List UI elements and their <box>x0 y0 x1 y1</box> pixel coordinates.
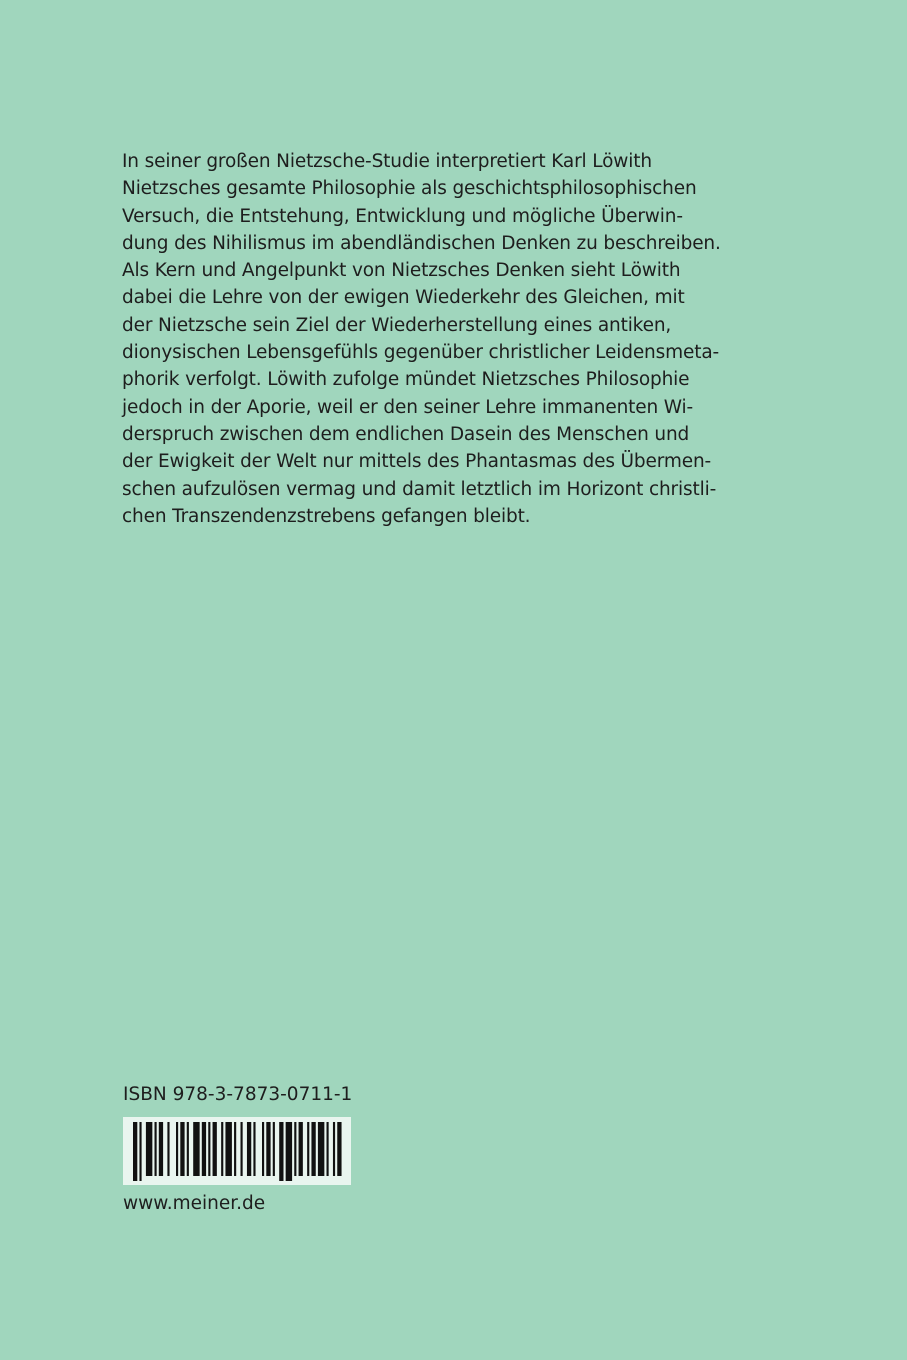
barcode-bar <box>337 1122 341 1176</box>
barcode-bar <box>279 1122 283 1181</box>
barcode-bar <box>167 1122 169 1176</box>
barcode-bar <box>133 1122 137 1181</box>
blurb-line: Versuch, die Entstehung, Entwicklung und mögliche Überwin- <box>122 205 683 227</box>
barcode-bar <box>187 1122 189 1176</box>
barcode-bar <box>225 1122 231 1176</box>
barcode-bar <box>273 1122 275 1176</box>
blurb-line: In seiner großen Nietzsche-Studie interpretiert Karl Löwith <box>122 151 652 172</box>
barcode-bar <box>146 1122 152 1176</box>
barcode-bar <box>247 1122 251 1176</box>
barcode-bar <box>241 1122 243 1176</box>
blurb-line: der Nietzsche sein Ziel der Wiederherstellung eines antiken, <box>122 314 672 336</box>
barcode-bar <box>327 1122 329 1176</box>
barcode-bar <box>176 1122 178 1176</box>
barcode-bar <box>234 1122 236 1176</box>
barcode-bar <box>180 1122 184 1176</box>
back-cover-blurb <box>122 148 742 530</box>
barcode-bar <box>318 1122 324 1176</box>
barcode-bar <box>193 1122 199 1176</box>
isbn-label: ISBN 978-3-7873-0711-1 <box>123 1084 353 1105</box>
barcode <box>123 1117 351 1185</box>
barcode-bar <box>266 1122 270 1176</box>
publisher-website: www.meiner.de <box>123 1193 266 1214</box>
barcode-bar <box>202 1122 206 1176</box>
blurb-line: Als Kern und Angelpunkt von Nietzsches Denken sieht Löwith <box>122 260 681 282</box>
blurb-line: Nietzsches gesamte Philosophie als geschichtsphilosophischen <box>122 178 697 200</box>
barcode-bar <box>294 1122 296 1176</box>
blurb-line: jedoch in der Aporie, weil er den seiner Lehre immanenten Wi- <box>122 396 694 418</box>
barcode-bar <box>286 1122 292 1181</box>
blurb-line: phorik verfolgt. Löwith zufolge mündet Nietzsches Philosophie <box>122 369 690 391</box>
barcode-bar <box>333 1122 335 1176</box>
barcode-graphic <box>123 1117 351 1185</box>
blurb-line: chen Transzendenzstrebens gefangen bleibt. <box>122 505 531 527</box>
barcode-bar <box>299 1122 303 1176</box>
blurb-line: dionysischen Lebensgefühls gegenüber christlicher Leidensmeta- <box>122 342 720 364</box>
blurb-line: dabei die Lehre von der ewigen Wiederkehr des Gleichen, mit <box>122 287 685 309</box>
barcode-bar <box>311 1122 315 1176</box>
blurb-line: dung des Nihilismus im abendländischen Denken zu beschreiben. <box>122 232 721 254</box>
barcode-bar <box>139 1122 141 1181</box>
blurb-line: der Ewigkeit der Welt nur mittels des Phantasmas des Übermen- <box>122 451 712 473</box>
barcode-bar <box>221 1122 223 1176</box>
barcode-bar <box>307 1122 309 1176</box>
barcode-bar <box>262 1122 264 1176</box>
barcode-bar <box>208 1122 210 1176</box>
blurb-line: schen aufzulösen vermag und damit letztlich im Horizont christli- <box>122 478 717 500</box>
blurb-line: derspruch zwischen dem endlichen Dasein des Menschen und <box>122 423 690 445</box>
barcode-bar <box>155 1122 157 1176</box>
barcode-bar <box>253 1122 255 1176</box>
barcode-bar <box>213 1122 217 1176</box>
barcode-bar <box>159 1122 163 1176</box>
